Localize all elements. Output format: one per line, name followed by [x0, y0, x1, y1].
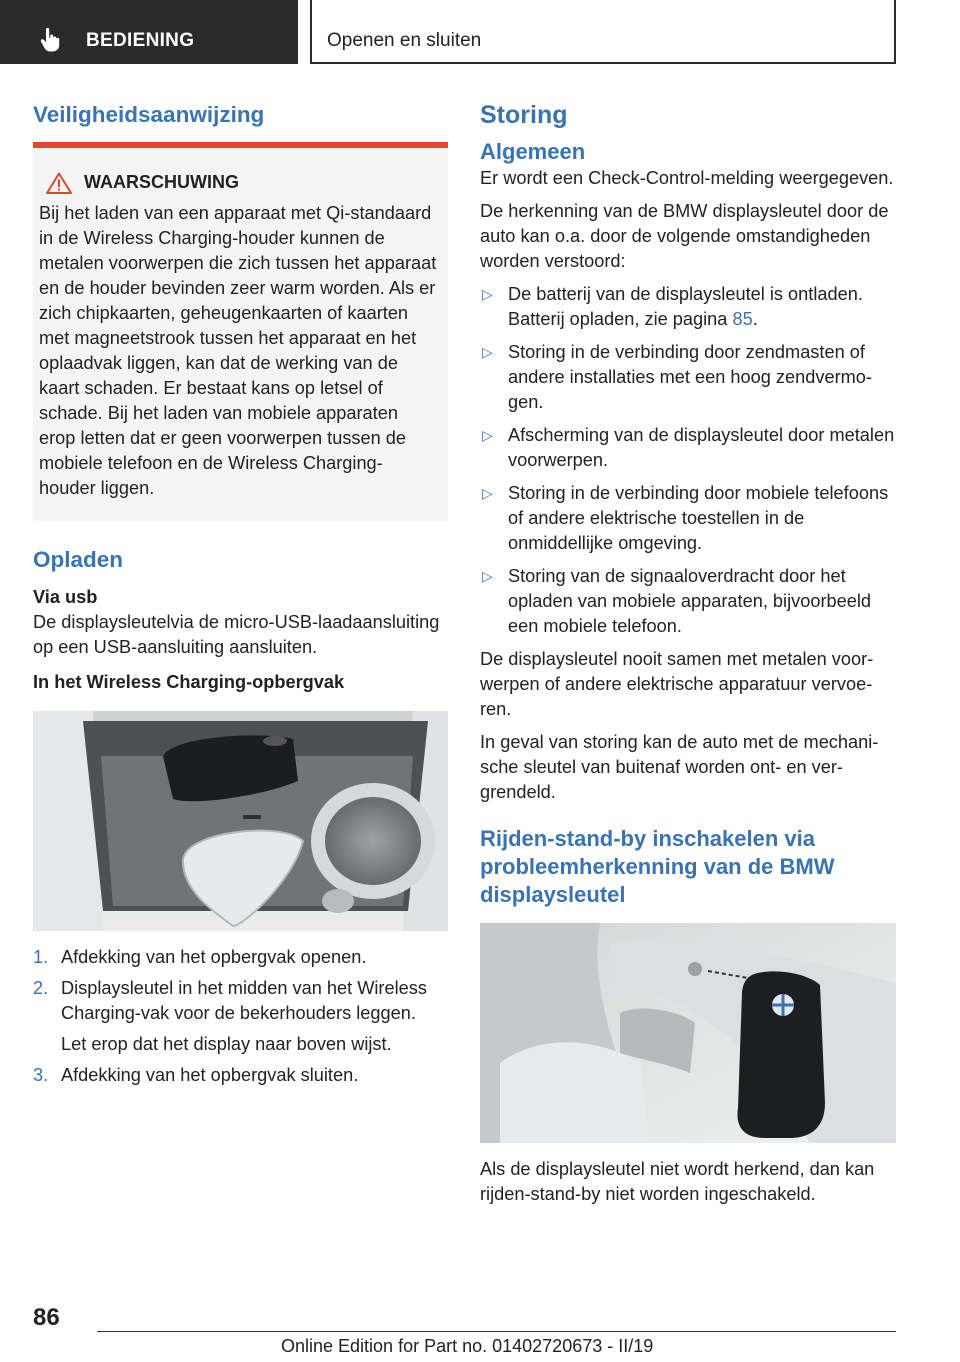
fault-causes-list	[480, 282, 896, 639]
after-paragraph-1: De displaysleutel nooit samen met metalen voorwerpen of andere elektrische apparatuur vervoeren.	[480, 649, 874, 719]
bullet-text: Storing in de verbinding door mobiele telefoons of andere elektrische toestellen in de onmiddellijke omgeving.	[508, 483, 889, 553]
left-column	[33, 100, 448, 1094]
usb-text: De displaysleutelvia de micro-USB-laadaansluiting op een USB-aansluiting aansluiten.	[33, 612, 440, 657]
step-note: Let erop dat het display naar boven wijst.	[61, 1034, 392, 1054]
step-number: 3.	[33, 1065, 49, 1085]
bullet-triangle-icon: ▷	[482, 286, 493, 302]
general-paragraph-2: De herkenning van de BMW displaysleutel door de auto kan o.a. door de volgende omstandigheden worden verstoord:	[480, 201, 889, 271]
bullet-text: Storing in de verbinding door zendmasten of andere installaties met een hoog zendvermogen.	[508, 342, 872, 412]
warning-text: Bij het laden van een apparaat met Qi-standaard in de Wireless Charging-houder kunnen de metalen voorwerpen die zich tussen het apparaat en de houder bevinden zeer warm worden. Als er zich chipkaarten, geheugenkaarten of kaarten met magneetstrook tussen het apparaat en het oplaadvak liggen, kan dat de werking van de kaart schaden. Er bestaat kans op letsel of schade. Bij het laden van mobiele apparaten erop letten dat er geen voorwerpen tussen de mobiele telefoon en de Wireless Charging-houder liggen.	[39, 203, 437, 498]
footer-divider	[97, 1331, 896, 1332]
steps-list	[33, 945, 448, 1026]
section-title: BEDIENING	[86, 30, 195, 51]
bullet-triangle-icon: ▷	[482, 485, 493, 501]
bullet-triangle-icon: ▷	[482, 344, 493, 360]
wireless-charging-figure	[33, 711, 448, 931]
list-item	[33, 945, 448, 970]
bullet-triangle-icon: ▷	[482, 427, 493, 443]
standby-text: Als de displaysleutel niet wordt herkend, dan kan rijden-stand-by niet worden ingeschakeld.	[480, 1159, 875, 1204]
page-number: 86	[33, 1304, 60, 1331]
safety-heading: Veiligheidsaanwijzing	[33, 102, 265, 127]
general-paragraph-1: Er wordt een Check-Control-melding weergegeven.	[480, 168, 894, 188]
display-key-figure	[480, 923, 896, 1143]
step-text: Afdekking van het opbergvak openen.	[61, 947, 367, 967]
chapter-tab	[310, 0, 896, 64]
general-heading: Algemeen	[480, 139, 586, 164]
step-text: Displaysleutel in het midden van het Wireless Charging-vak voor de bekerhouders leggen.	[61, 978, 427, 1023]
page-link[interactable]: 85	[732, 309, 753, 329]
bullet-text: Storing van de signaaloverdracht door het opladen van mobiele apparaten, bijvoorbeeld een mobiele telefoon.	[508, 566, 872, 636]
list-item	[480, 282, 896, 332]
right-column	[480, 100, 896, 1207]
list-item	[33, 1063, 448, 1088]
bullet-text-end: .	[752, 309, 758, 329]
list-item	[480, 340, 896, 415]
steps-list-continued	[33, 1063, 448, 1088]
section-tab	[0, 0, 298, 64]
list-item	[480, 564, 896, 639]
warning-header	[46, 170, 448, 195]
after-paragraph-2: In geval van storing kan de auto met de mechanische sleutel van buitenaf worden ont- en vergrendeld.	[480, 732, 879, 802]
bullet-triangle-icon: ▷	[482, 568, 493, 584]
bullet-text-body: De batterij van de displaysleutel is ontladen. Batterij opladen, zie pagina	[508, 284, 863, 329]
list-item	[33, 976, 448, 1026]
list-item	[480, 481, 896, 556]
chapter-title: Openen en sluiten	[327, 30, 482, 51]
step-number: 1.	[33, 947, 49, 967]
warning-box	[33, 142, 448, 521]
standby-heading: Rijden-stand-by inschakelen via probleemherkenning van de BMW displaysleutel	[480, 826, 835, 907]
step-text: Afdekking van het opbergvak sluiten.	[61, 1065, 359, 1085]
usb-heading: Via usb	[33, 587, 98, 607]
step-number: 2.	[33, 978, 49, 998]
warning-label: WAARSCHUWING	[84, 172, 239, 192]
storage-compartment-illustration	[33, 711, 448, 931]
wireless-heading: In het Wireless Charging-opbergvak	[33, 672, 345, 692]
list-item	[480, 423, 896, 473]
edition-text: Online Edition for Part no. 01402720673 - II/19	[281, 1336, 654, 1356]
display-key-illustration	[480, 923, 896, 1143]
warning-triangle-icon	[46, 172, 72, 194]
charging-heading: Opladen	[33, 547, 124, 572]
hand-pointer-icon	[40, 28, 60, 52]
bullet-text	[508, 282, 896, 332]
fault-heading: Storing	[480, 101, 568, 129]
bullet-text: Afscherming van de displaysleutel door metalen voorwerpen.	[508, 425, 895, 470]
